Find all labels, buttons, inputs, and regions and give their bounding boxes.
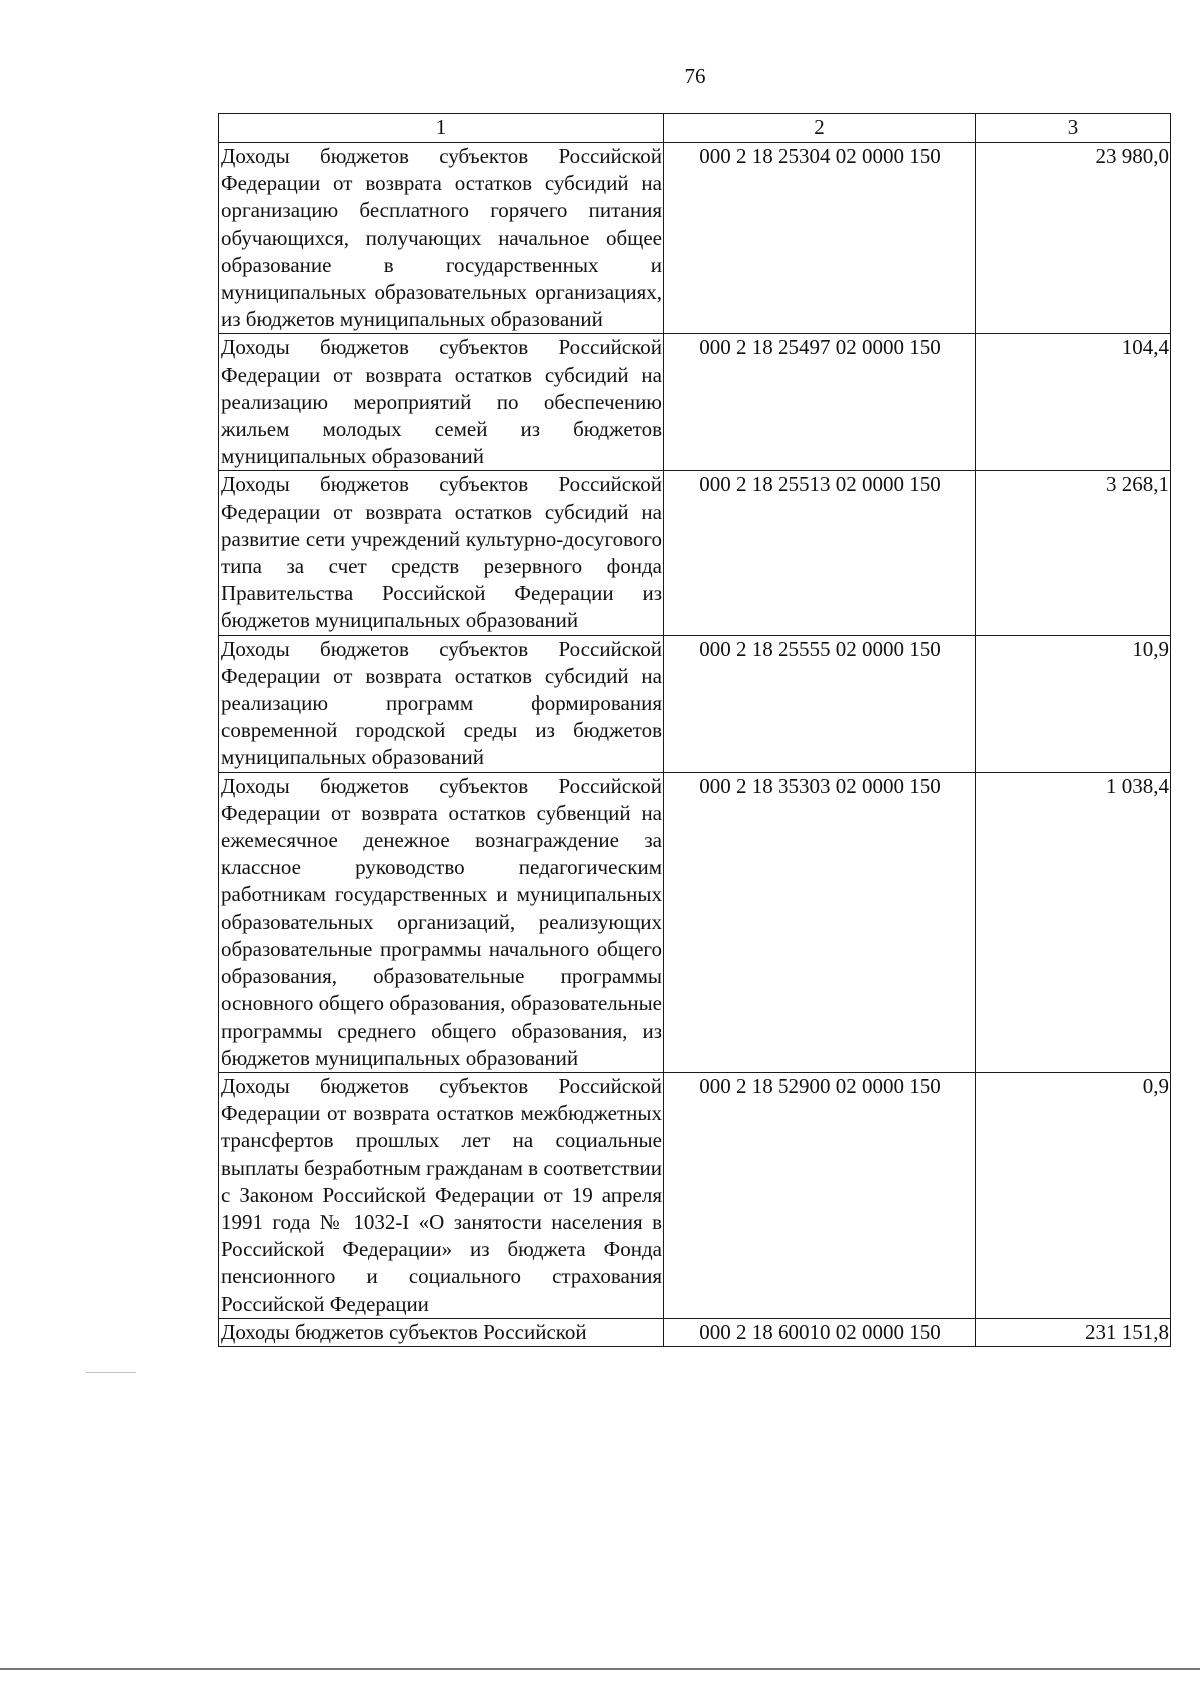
revenue-description: Доходы бюджетов субъектов Российской Федерации от возврата остатков субсидий на реализацию мероприятий по обеспечению жильем молодых семей из бюджетов муниципальных образований: [219, 334, 664, 471]
budget-classification-code: 000 2 18 25497 02 0000 150: [664, 334, 976, 471]
scan-edge-line: [0, 1668, 1200, 1670]
budget-classification-code: 000 2 18 25304 02 0000 150: [664, 143, 976, 334]
page-number: 76: [684, 64, 706, 88]
revenue-description: Доходы бюджетов субъектов Российской Федерации от возврата остатков субсидий на реализацию программ формирования современной городской среды из бюджетов муниципальных образований: [219, 635, 664, 772]
revenue-description: Доходы бюджетов субъектов Российской Федерации от возврата остатков субсидий на развитие сети учреждений культурно-досугового типа за счет средств резервного фонда Правительства Российской Федерации из бюджетов муниципальных образований: [219, 471, 664, 635]
column-header-amount: 3: [976, 114, 1171, 143]
budget-classification-code: 000 2 18 60010 02 0000 150: [664, 1318, 976, 1346]
table-header-row: [219, 114, 1171, 143]
column-header-code: 2: [664, 114, 976, 143]
table-row: [219, 334, 1171, 471]
revenue-description: Доходы бюджетов субъектов Российской Федерации от возврата остатков межбюджетных трансфертов прошлых лет на социальные выплаты безработным гражданам в соответствии с Законом Российской Федерации от 19 апреля 1991 года № 1032-I «О занятости населения в Российской Федерации» из бюджета Фонда пенсионного и социального страхования Российской Федерации: [219, 1072, 664, 1318]
revenue-amount: 0,9: [976, 1072, 1171, 1318]
column-header-description: 1: [219, 114, 664, 143]
table-row: [219, 635, 1171, 772]
revenue-description: Доходы бюджетов субъектов Российской Федерации от возврата остатков субвенций на ежемесячное денежное вознаграждение за классное руководство педагогическим работникам государственных и муниципальных образовательных организаций, реализующих образовательные программы начального общего образования, образовательные программы основного общего образования, образовательные программы среднего общего образования, из бюджетов муниципальных образований: [219, 772, 664, 1072]
budget-classification-code: 000 2 18 52900 02 0000 150: [664, 1072, 976, 1318]
table-row: [219, 143, 1171, 334]
table-row: [219, 772, 1171, 1072]
table-row: [219, 1318, 1171, 1346]
revenue-amount: 104,4: [976, 334, 1171, 471]
revenue-amount: 23 980,0: [976, 143, 1171, 334]
scan-artifact-line: [86, 1372, 136, 1373]
revenue-description: Доходы бюджетов субъектов Российской: [219, 1318, 664, 1346]
budget-classification-code: 000 2 18 25513 02 0000 150: [664, 471, 976, 635]
budget-classification-code: 000 2 18 25555 02 0000 150: [664, 635, 976, 772]
table-row: [219, 471, 1171, 635]
revenue-amount: 1 038,4: [976, 772, 1171, 1072]
budget-classification-code: 000 2 18 35303 02 0000 150: [664, 772, 976, 1072]
revenue-amount: 231 151,8: [976, 1318, 1171, 1346]
revenue-description: Доходы бюджетов субъектов Российской Федерации от возврата остатков субсидий на организацию бесплатного горячего питания обучающихся, получающих начальное общее образование в государственных и муниципальных образовательных организациях, из бюджетов муниципальных образований: [219, 143, 664, 334]
budget-revenue-table: [218, 113, 1171, 1347]
revenue-amount: 3 268,1: [976, 471, 1171, 635]
table-row: [219, 1072, 1171, 1318]
revenue-amount: 10,9: [976, 635, 1171, 772]
